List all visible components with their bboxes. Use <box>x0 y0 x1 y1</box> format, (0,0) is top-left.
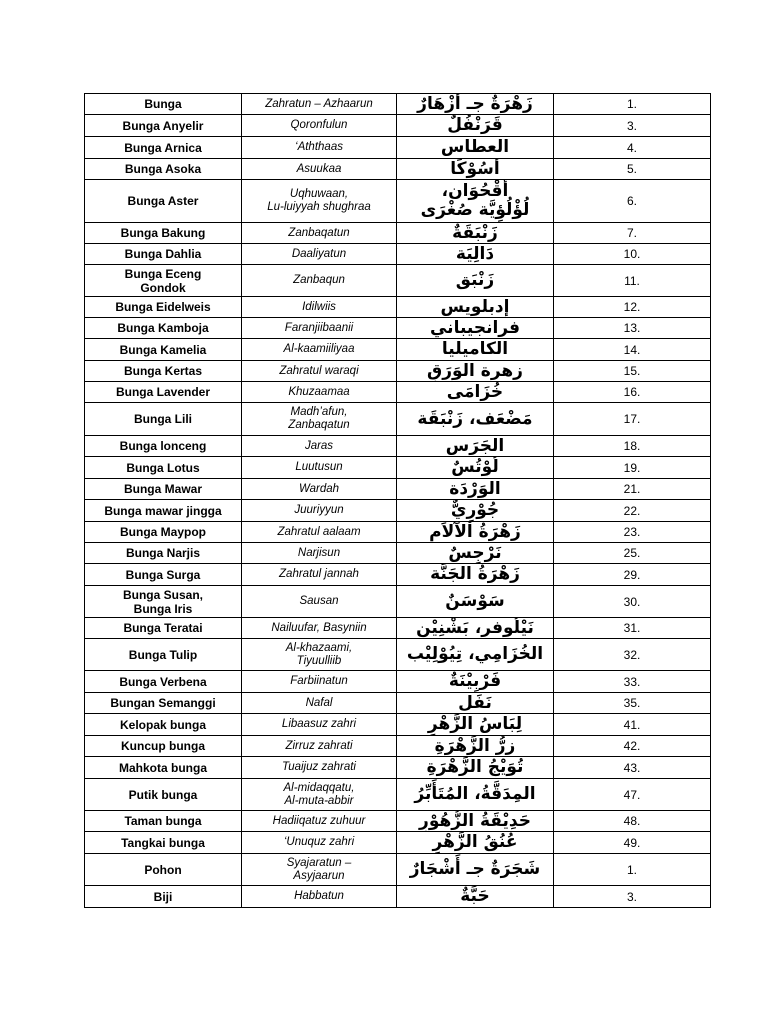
indonesian-term-line: Bunga Anyelir <box>122 118 204 133</box>
entry-number-cell: 47. <box>554 779 711 811</box>
indonesian-term-line: Mahkota bunga <box>118 760 207 775</box>
indonesian-term-line: Bunga Narjis <box>125 546 200 560</box>
indonesian-term-line: Bunga Lili <box>134 412 192 426</box>
indonesian-term-line: Bunga Kamboja <box>117 321 209 335</box>
arabic-term-cell <box>397 586 554 618</box>
indonesian-term-line: Bunga Mawar <box>123 482 202 496</box>
indonesian-term-cell <box>85 180 242 223</box>
indonesian-term-cell <box>85 403 242 436</box>
indonesian-term-line: Bunga Maypop <box>120 525 206 539</box>
indonesian-term-cell <box>85 137 242 159</box>
arabic-term-cell <box>397 886 554 908</box>
indonesian-term-cell <box>85 297 242 318</box>
entry-number-cell: 7. <box>554 223 711 244</box>
indonesian-term-cell <box>85 714 242 736</box>
arabic-term-line: الجَرَس <box>445 435 505 456</box>
table-row <box>85 618 711 639</box>
table-row <box>85 479 711 500</box>
transliteration-cell <box>242 479 397 500</box>
arabic-term-line: الكاميليا <box>441 339 509 359</box>
indonesian-term-cell <box>85 757 242 779</box>
arabic-term-line: سَوْسَنٌ <box>445 591 505 611</box>
arabic-term-cell <box>397 223 554 244</box>
table-row <box>85 854 711 886</box>
entry-number-cell: 41. <box>554 714 711 736</box>
indonesian-term-line: Kuncup bunga <box>121 739 205 753</box>
indonesian-term-line: Bunga Teratai <box>123 621 203 635</box>
transliteration-line: Zanbaqatun <box>288 419 350 431</box>
indonesian-term-cell <box>85 522 242 543</box>
transliteration-line: Wardah <box>298 482 340 495</box>
indonesian-term-cell <box>85 244 242 265</box>
transliteration-cell <box>242 223 397 244</box>
transliteration-line: Zahratul waraqi <box>279 364 359 377</box>
transliteration-cell <box>242 403 397 436</box>
indonesian-term-cell <box>85 457 242 479</box>
table-row <box>85 436 711 457</box>
entry-number-cell: 32. <box>554 639 711 671</box>
entry-number-cell: 19. <box>554 457 711 479</box>
indonesian-term-line: Bunga Aster <box>127 194 199 208</box>
arabic-term-line: لِبَاسُ الزَّهْرِ <box>427 714 523 734</box>
indonesian-term-line: Bunga Kamelia <box>119 342 207 357</box>
arabic-term-cell <box>397 180 554 223</box>
entry-number-cell: 17. <box>554 403 711 436</box>
arabic-term-cell <box>397 854 554 886</box>
transliteration-line: Uqhuwaan, <box>289 188 349 200</box>
arabic-term-line: زَنْبَقَةٌ <box>452 222 498 243</box>
arabic-term-cell <box>397 618 554 639</box>
arabic-term-line: مَضْعَف، زَنْبَقَة <box>417 408 533 429</box>
arabic-term-line: فرانجيباني <box>429 317 520 338</box>
transliteration-line: Habbatun <box>294 890 344 902</box>
transliteration-cell <box>242 543 397 564</box>
arabic-term-cell <box>397 436 554 457</box>
entry-number-cell: 6. <box>554 180 711 223</box>
transliteration-line: ‘Unuquz zahri <box>283 836 355 848</box>
indonesian-term-line: Bunga Susan, <box>122 587 203 602</box>
indonesian-term-line: Tangkai bunga <box>121 835 205 850</box>
indonesian-term-line: Putik bunga <box>128 787 198 802</box>
entry-number-cell: 11. <box>554 265 711 297</box>
arabic-term-line: زِرُّ الزَّهْرَةِ <box>434 735 516 756</box>
entry-number-cell: 30. <box>554 586 711 618</box>
transliteration-line: Al-muta-abbir <box>284 794 354 807</box>
table-row <box>85 586 711 618</box>
transliteration-cell <box>242 339 397 361</box>
transliteration-line: Idilwiis <box>302 300 336 313</box>
table-row <box>85 382 711 403</box>
indonesian-term-cell <box>85 436 242 457</box>
transliteration-line: Zanbaqatun <box>288 226 350 239</box>
table-row <box>85 318 711 339</box>
arabic-term-line: أَسُوْكَا <box>450 158 500 179</box>
arabic-term-cell <box>397 403 554 436</box>
transliteration-line: Tuaijuz zahrati <box>282 761 356 773</box>
indonesian-term-line: Bunga Lavender <box>115 385 211 399</box>
entry-number-cell: 15. <box>554 361 711 382</box>
arabic-term-line: زَهْرَةُ الجَنَّة <box>430 564 520 584</box>
indonesian-term-cell <box>85 886 242 908</box>
indonesian-term-cell <box>85 639 242 671</box>
entry-number-cell: 23. <box>554 522 711 543</box>
transliteration-cell <box>242 94 397 115</box>
transliteration-cell <box>242 382 397 403</box>
arabic-term-line: حَدِيْقَةُ الزُّهُوْرِ <box>419 810 531 831</box>
arabic-term-cell <box>397 137 554 159</box>
transliteration-cell <box>242 244 397 265</box>
indonesian-term-cell <box>85 479 242 500</box>
arabic-term-line: إدبلويس <box>440 296 510 317</box>
transliteration-cell <box>242 457 397 479</box>
transliteration-cell <box>242 886 397 908</box>
arabic-term-cell <box>397 361 554 382</box>
transliteration-line: Daaliyatun <box>291 247 347 260</box>
transliteration-line: Narjisun <box>297 546 341 559</box>
entry-number-cell: 21. <box>554 479 711 500</box>
transliteration-line: Libaasuz zahri <box>281 718 357 730</box>
table-row <box>85 180 711 223</box>
transliteration-line: Farbiinatun <box>290 675 348 687</box>
arabic-term-line: لُؤْلُؤِيَّة صُغْرَى <box>420 200 530 220</box>
indonesian-term-cell <box>85 618 242 639</box>
transliteration-line: Zahratul aalaam <box>277 525 361 538</box>
indonesian-term-cell <box>85 94 242 115</box>
arabic-term-cell <box>397 382 554 403</box>
indonesian-term-cell <box>85 382 242 403</box>
entry-number-cell: 29. <box>554 564 711 586</box>
indonesian-term-cell <box>85 265 242 297</box>
arabic-term-line: أُقْحُوَان، <box>441 181 509 201</box>
table-row <box>85 714 711 736</box>
arabic-term-line: الوَرْدَة <box>449 478 501 499</box>
entry-number-cell: 43. <box>554 757 711 779</box>
transliteration-cell <box>242 180 397 223</box>
arabic-term-cell <box>397 94 554 115</box>
table-row <box>85 244 711 265</box>
arabic-term-cell <box>397 714 554 736</box>
transliteration-cell <box>242 265 397 297</box>
arabic-term-cell <box>397 779 554 811</box>
arabic-term-line: زهرة الوَرَقِ <box>427 360 523 381</box>
arabic-term-line: دَالِيَة <box>455 243 495 264</box>
indonesian-term-cell <box>85 115 242 137</box>
transliteration-cell <box>242 318 397 339</box>
arabic-term-cell <box>397 115 554 137</box>
table-row <box>85 779 711 811</box>
table-row <box>85 693 711 714</box>
transliteration-cell <box>242 854 397 886</box>
transliteration-line: Nafal <box>305 696 333 709</box>
transliteration-cell <box>242 159 397 180</box>
transliteration-cell <box>242 714 397 736</box>
arabic-term-cell <box>397 500 554 522</box>
arabic-term-cell <box>397 244 554 265</box>
entry-number-cell: 18. <box>554 436 711 457</box>
table-row <box>85 886 711 908</box>
arabic-term-cell <box>397 318 554 339</box>
entry-number-cell: 10. <box>554 244 711 265</box>
indonesian-term-line: Bunga mawar jingga <box>104 503 222 518</box>
table-row <box>85 339 711 361</box>
transliteration-cell <box>242 361 397 382</box>
arabic-term-line: لُوْتُسٌ <box>451 457 499 477</box>
arabic-term-line: شَجَرَةٌ جـ أَشْجَارٌ <box>409 859 541 879</box>
arabic-term-cell <box>397 811 554 832</box>
arabic-term-cell <box>397 479 554 500</box>
transliteration-line: Lu-luiyyah shughraa <box>267 201 371 213</box>
entry-number-cell: 13. <box>554 318 711 339</box>
table-row <box>85 564 711 586</box>
table-row <box>85 671 711 693</box>
arabic-term-cell <box>397 671 554 693</box>
table-row <box>85 522 711 543</box>
transliteration-cell <box>242 811 397 832</box>
transliteration-line: Jaras <box>304 439 334 452</box>
entry-number-cell: 22. <box>554 500 711 522</box>
entry-number-cell: 3. <box>554 115 711 137</box>
indonesian-term-line: Kelopak bunga <box>119 717 206 732</box>
indonesian-term-line: Bunga Bakung <box>120 226 206 240</box>
indonesian-term-cell <box>85 854 242 886</box>
transliteration-line: Zirruz zahrati <box>285 739 353 752</box>
arabic-term-line: نَفَل <box>458 692 492 713</box>
entry-number-cell: 3. <box>554 886 711 908</box>
transliteration-line: Juuriyyun <box>294 504 344 516</box>
indonesian-term-line: Bunga Lotus <box>126 460 200 475</box>
transliteration-cell <box>242 779 397 811</box>
indonesian-term-line: Gondok <box>140 280 186 295</box>
entry-number-cell: 1. <box>554 854 711 886</box>
table-row <box>85 457 711 479</box>
transliteration-line: Zahratun – Azhaarun <box>265 97 373 110</box>
indonesian-term-cell <box>85 564 242 586</box>
arabic-term-cell <box>397 757 554 779</box>
arabic-term-cell <box>397 297 554 318</box>
arabic-term-line: حَبَّةٌ <box>460 886 490 906</box>
indonesian-term-cell <box>85 736 242 757</box>
transliteration-line: ‘Aththaas <box>295 141 343 153</box>
entry-number-cell: 42. <box>554 736 711 757</box>
indonesian-term-line: Bunga Verbena <box>119 674 207 689</box>
indonesian-term-line: Bunga Tulip <box>128 647 198 662</box>
indonesian-term-cell <box>85 159 242 180</box>
arabic-term-line: زَهْرَةُ اْلآلاَمِ <box>429 521 521 542</box>
arabic-term-line: فَرْبِيْنَةٌ <box>448 671 502 691</box>
indonesian-term-line: Bunga Surga <box>125 567 201 582</box>
indonesian-term-cell <box>85 500 242 522</box>
table-row <box>85 736 711 757</box>
transliteration-cell <box>242 586 397 618</box>
transliteration-cell <box>242 757 397 779</box>
arabic-term-line: عُنُقُ الزَّهْرِ <box>432 832 518 852</box>
indonesian-term-line: Bungan Semanggi <box>110 696 216 710</box>
transliteration-line: Tiyuulliib <box>296 654 342 667</box>
arabic-term-cell <box>397 543 554 564</box>
entry-number-cell: 48. <box>554 811 711 832</box>
transliteration-cell <box>242 639 397 671</box>
indonesian-term-line: Bunga lonceng <box>119 439 207 453</box>
arabic-term-line: نَرْجِسٌ <box>448 542 502 563</box>
vocabulary-table <box>84 93 711 908</box>
indonesian-term-line: Bunga Arnica <box>124 140 202 155</box>
transliteration-cell <box>242 115 397 137</box>
indonesian-term-line: Bunga Eceng <box>124 266 202 281</box>
indonesian-term-line: Bunga Kertas <box>123 364 203 378</box>
arabic-term-line: تُوَيْجُ الزَّهْرَةِ <box>426 757 524 777</box>
transliteration-line: Al-midaqqatu, <box>283 781 355 794</box>
arabic-term-line: المِدَقَّةُ، المُتَأَبِّرُ <box>414 784 536 804</box>
entry-number-cell: 4. <box>554 137 711 159</box>
arabic-term-cell <box>397 159 554 180</box>
entry-number-cell: 35. <box>554 693 711 714</box>
indonesian-term-line: Bunga Dahlia <box>124 247 202 261</box>
entry-number-cell: 14. <box>554 339 711 361</box>
arabic-term-line: زَنْبَق <box>455 270 495 290</box>
transliteration-line: Khuzaamaa <box>288 385 350 398</box>
entry-number-cell: 16. <box>554 382 711 403</box>
indonesian-term-cell <box>85 223 242 244</box>
transliteration-line: Syajaratun – <box>286 856 352 869</box>
transliteration-cell <box>242 618 397 639</box>
table-row <box>85 265 711 297</box>
entry-number-cell: 12. <box>554 297 711 318</box>
table-row <box>85 159 711 180</box>
arabic-term-line: قَرَنْفُلٌ <box>447 115 503 135</box>
table-row <box>85 811 711 832</box>
transliteration-line: Qoronfulun <box>290 119 348 131</box>
entry-number-cell: 49. <box>554 832 711 854</box>
table-row <box>85 757 711 779</box>
arabic-term-cell <box>397 639 554 671</box>
transliteration-line: Al-kaamiiliyaa <box>283 343 355 355</box>
transliteration-line: Zahratul jannah <box>279 568 359 580</box>
transliteration-cell <box>242 500 397 522</box>
entry-number-cell: 1. <box>554 94 711 115</box>
transliteration-cell <box>242 671 397 693</box>
indonesian-term-line: Bunga <box>144 97 182 111</box>
transliteration-line: Al-khazaami, <box>285 641 353 654</box>
arabic-term-line: جُوْرِيٌّ <box>450 500 500 520</box>
table-row <box>85 832 711 854</box>
transliteration-cell <box>242 564 397 586</box>
transliteration-line: Zanbaqun <box>293 274 345 286</box>
table-row <box>85 297 711 318</box>
table-row <box>85 403 711 436</box>
entry-number-cell: 33. <box>554 671 711 693</box>
indonesian-term-line: Biji <box>153 889 173 904</box>
transliteration-line: Asuukaa <box>296 162 342 175</box>
indonesian-term-line: Pohon <box>144 862 182 877</box>
indonesian-term-line: Bunga Asoka <box>124 162 202 176</box>
arabic-term-cell <box>397 339 554 361</box>
table-row <box>85 361 711 382</box>
arabic-term-line: العطاس <box>440 137 510 157</box>
arabic-term-cell <box>397 522 554 543</box>
arabic-term-line: زَهْرَةٌ جـ أَزْهَارٌ <box>417 93 533 114</box>
table-row <box>85 223 711 244</box>
indonesian-term-cell <box>85 779 242 811</box>
table-row <box>85 137 711 159</box>
indonesian-term-cell <box>85 361 242 382</box>
arabic-term-line: خُزَامَى <box>446 381 504 402</box>
arabic-term-line: نَيْلُوفر، بَشْنِيْن <box>416 617 534 638</box>
table-row <box>85 500 711 522</box>
arabic-term-cell <box>397 265 554 297</box>
arabic-term-cell <box>397 457 554 479</box>
transliteration-cell <box>242 522 397 543</box>
indonesian-term-cell <box>85 586 242 618</box>
transliteration-cell <box>242 832 397 854</box>
indonesian-term-line: Taman bunga <box>124 814 202 828</box>
indonesian-term-line: Bunga Eidelweis <box>115 300 211 314</box>
indonesian-term-cell <box>85 693 242 714</box>
arabic-term-cell <box>397 832 554 854</box>
arabic-term-cell <box>397 564 554 586</box>
indonesian-term-cell <box>85 339 242 361</box>
transliteration-line: Asyjaarun <box>293 869 345 882</box>
indonesian-term-cell <box>85 811 242 832</box>
indonesian-term-cell <box>85 318 242 339</box>
transliteration-cell <box>242 736 397 757</box>
indonesian-term-cell <box>85 832 242 854</box>
transliteration-cell <box>242 436 397 457</box>
indonesian-term-cell <box>85 543 242 564</box>
table-row <box>85 543 711 564</box>
arabic-term-cell <box>397 736 554 757</box>
transliteration-line: Nailuufar, Basyniin <box>271 621 367 634</box>
table-row <box>85 115 711 137</box>
indonesian-term-line: Bunga Iris <box>133 601 193 616</box>
transliteration-cell <box>242 137 397 159</box>
entry-number-cell: 25. <box>554 543 711 564</box>
transliteration-line: Hadiiqatuz zuhuur <box>272 814 366 827</box>
entry-number-cell: 5. <box>554 159 711 180</box>
entry-number-cell: 31. <box>554 618 711 639</box>
table-row <box>85 94 711 115</box>
transliteration-cell <box>242 693 397 714</box>
arabic-term-line: الخُزَامِي، تِيُوْلِيْب <box>406 644 544 664</box>
table-row <box>85 639 711 671</box>
transliteration-cell <box>242 297 397 318</box>
transliteration-line: Sausan <box>299 595 339 607</box>
transliteration-line: Faranjiibaanii <box>284 321 354 334</box>
indonesian-term-cell <box>85 671 242 693</box>
transliteration-line: Madh’afun, <box>290 406 348 418</box>
arabic-term-cell <box>397 693 554 714</box>
vocabulary-table-body <box>85 94 711 908</box>
transliteration-line: Luutusun <box>295 461 343 473</box>
